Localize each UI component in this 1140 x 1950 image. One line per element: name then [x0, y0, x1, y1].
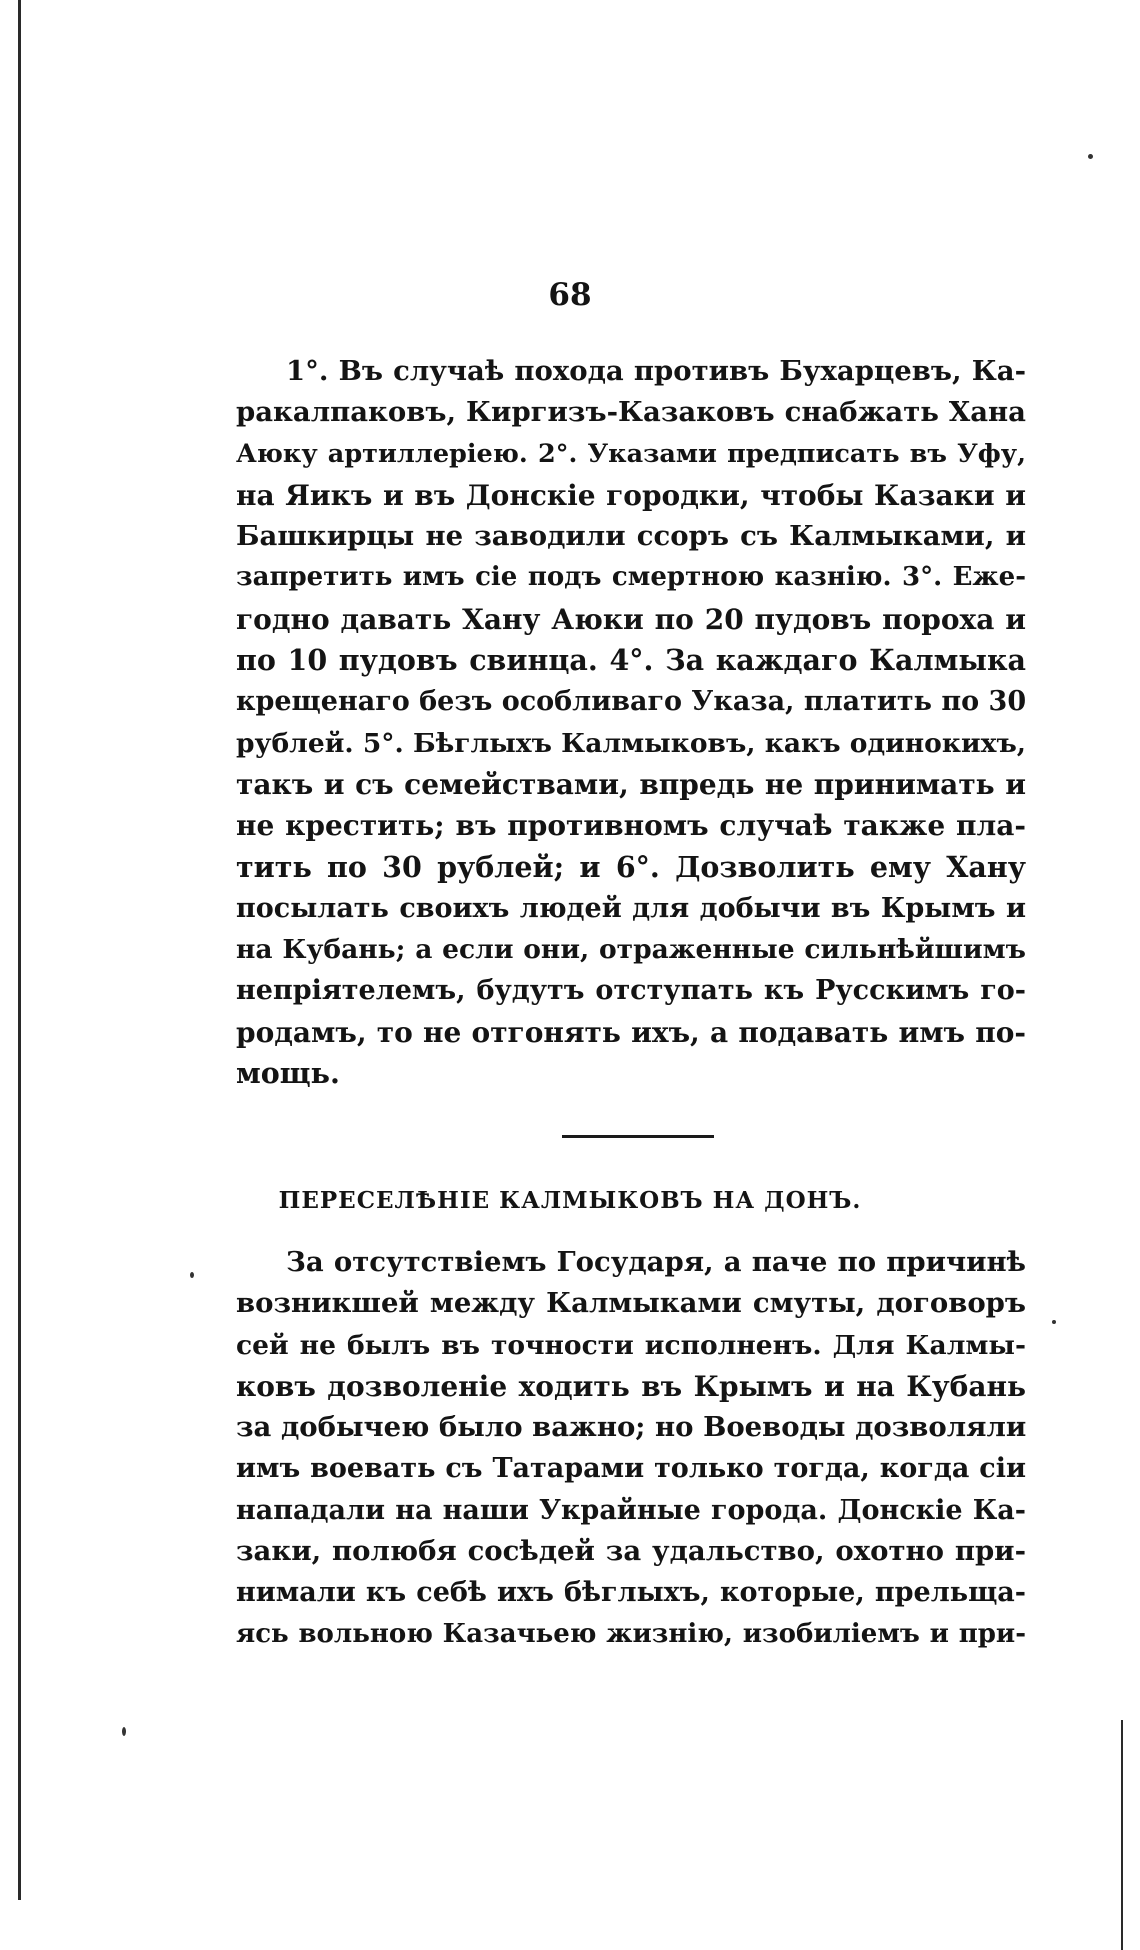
paragraph-line: тить по 30 рублей; и 6°. Дозволить ему Хану	[236, 849, 1026, 884]
section-separator-rule	[562, 1135, 714, 1138]
paragraph-line: заки, полюбя сосѣдей за удальство, охотно при-	[236, 1535, 1026, 1568]
paragraph-line: ракалпаковъ, Киргизъ-Казаковъ снабжать Хана	[236, 396, 1026, 429]
scan-right-edge	[1121, 1720, 1123, 1950]
scan-speck	[190, 1272, 194, 1278]
paragraph-treaty-terms	[236, 351, 1026, 1094]
paragraph-line: мощь.	[236, 1056, 340, 1091]
paragraph-line: родамъ, то не отгонять ихъ, а подавать имъ по-	[236, 1015, 1026, 1049]
paragraph-line: запретить имъ сіе подъ смертною казнію. 3°. Еже-	[236, 562, 1026, 593]
paragraph-line: не крестить; въ противномъ случаѣ также пла-	[236, 809, 1026, 843]
scan-speck	[122, 1727, 126, 1736]
paragraph-line: за добычею было важно; но Воеводы дозволяли	[236, 1411, 1027, 1444]
paragraph-line: посылать своихъ людей для добычи въ Крымъ и	[236, 892, 1026, 924]
paragraph-line: непріятелемъ, будутъ отступать къ Русскимъ го-	[236, 975, 1026, 1007]
paragraph-line: имъ воевать съ Татарами только тогда, когда сіи	[236, 1453, 1026, 1485]
paragraph-line: крещенаго безъ особливаго Указа, платить по 30	[236, 686, 1027, 718]
paragraph-line: ясь вольною Казачьею жизнію, изобиліемъ и при-	[236, 1618, 1026, 1649]
paragraph-line: ковъ дозволеніе ходить въ Крымъ и на Кубань	[236, 1369, 1026, 1403]
paragraph-line: по 10 пудовъ свинца. 4°. За каждаго Калмыка	[236, 643, 1026, 678]
paragraph-line: За отсутствіемъ Государя, а паче по причинѣ	[286, 1246, 1026, 1278]
scan-speck	[1052, 1320, 1056, 1324]
paragraph-line: на Кубань; а если они, отраженные сильнѣйшимъ	[236, 934, 1026, 966]
paragraph-line: рублей. 5°. Бѣглыхъ Калмыковъ, какъ одинокихъ,	[236, 727, 1026, 759]
paragraph-migration	[236, 1242, 1026, 1655]
paragraph-line: сей не былъ въ точности исполненъ. Для Калмы-	[236, 1329, 1026, 1361]
scan-speck	[1088, 154, 1093, 159]
page-number: 68	[548, 277, 592, 313]
paragraph-line: нападали на наши Украйные города. Донскіе Ка-	[236, 1494, 1026, 1526]
paragraph-line: такъ и съ семействами, впредь не принимать и	[236, 767, 1026, 801]
paragraph-line: Аюку артиллеріею. 2°. Указами предписать въ Уфу,	[236, 438, 1026, 469]
paragraph-line: возникшей между Калмыками смуты, договоръ	[236, 1287, 1026, 1320]
paragraph-line: годно давать Хану Аюки по 20 пудовъ пороха и	[236, 602, 1026, 636]
paragraph-line: Башкирцы не заводили ссоръ съ Калмыками, и	[236, 520, 1026, 553]
paragraph-line: на Яикъ и въ Донскіе городки, чтобы Казаки и	[236, 478, 1026, 512]
paragraph-line: 1°. Въ случаѣ похода противъ Бухарцевъ, Ка-	[286, 355, 1026, 387]
paragraph-line: нимали къ себѣ ихъ бѣглыхъ, которые, прельща-	[236, 1577, 1026, 1609]
section-heading: ПЕРЕСЕЛѢНІЕ КАЛМЫКОВЪ НА ДОНЪ.	[278, 1187, 862, 1214]
